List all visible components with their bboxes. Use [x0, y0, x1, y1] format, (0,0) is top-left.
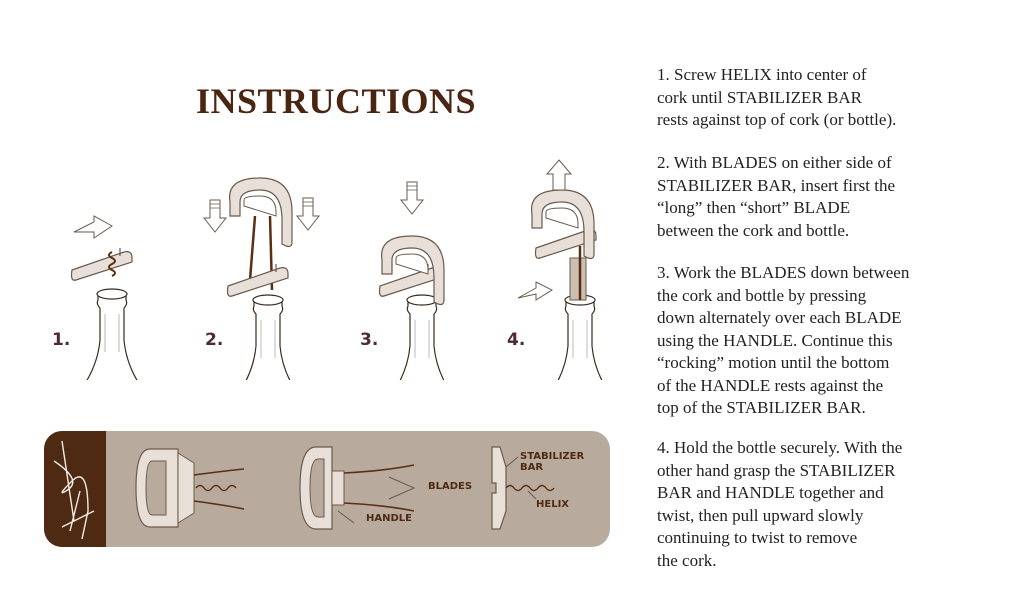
instruction-line: using the HANDLE. Continue this: [657, 330, 893, 350]
label-blades: BLADES: [428, 481, 473, 492]
instruction-line: 2. With BLADES on either side of: [657, 153, 892, 172]
instruction-line: continuing to twist to remove: [657, 528, 858, 547]
instruction-line: the cork and bottle by pressing: [657, 285, 867, 305]
bottle-illustrations: [40, 150, 620, 380]
step-illustrations: [40, 150, 620, 380]
instruction-line: cork until STABILIZER BAR: [657, 87, 862, 107]
instruction-line: BAR and HANDLE together and: [657, 483, 884, 502]
instruction-step-2: [657, 152, 987, 242]
label-helix: HELIX: [536, 499, 570, 510]
instruction-line: 4. Hold the bottle securely. With the: [657, 438, 903, 457]
instruction-line: down alternately over each BLADE: [657, 308, 902, 327]
instruction-step-3: [657, 262, 987, 420]
parts-diagram-panel: [44, 431, 610, 547]
instruction-line: the cork.: [657, 550, 717, 570]
instruction-line: between the cork and bottle.: [657, 220, 850, 240]
instruction-line: other hand grasp the STABILIZER: [657, 460, 896, 480]
instruction-line: “rocking” motion until the bottom: [657, 353, 890, 372]
step-number-1: 1.: [52, 330, 71, 350]
instruction-line: twist, then pull upward slowly: [657, 505, 864, 525]
instruction-line: “long” then “short” BLADE: [657, 198, 851, 217]
page-title: INSTRUCTIONS: [196, 81, 477, 121]
label-handle: HANDLE: [366, 513, 412, 524]
assembled-tool-illustration: [136, 449, 244, 527]
parts-diagram: [44, 431, 610, 547]
step-number-3: 3.: [360, 330, 379, 350]
instruction-line: 3. Work the BLADES down between: [657, 263, 910, 282]
instruction-line: 1. Screw HELIX into center of: [657, 65, 867, 84]
instruction-line: of the HANDLE rests against the: [657, 375, 884, 395]
instruction-line: STABILIZER BAR, insert first the: [657, 175, 896, 195]
instruction-line: top of the STABILIZER BAR.: [657, 398, 866, 417]
step-4-illustration: [518, 160, 606, 380]
instruction-line: rests against top of cork (or bottle).: [657, 110, 897, 129]
step-number-2: 2.: [205, 330, 224, 350]
instruction-step-4: [657, 437, 987, 572]
step-1-illustration: [72, 216, 139, 380]
step-number-4: 4.: [507, 330, 526, 350]
step-3-illustration: [380, 182, 449, 380]
instruction-step-1: [657, 64, 987, 132]
label-stabilizer-bar: STABILIZER BAR: [520, 451, 585, 473]
